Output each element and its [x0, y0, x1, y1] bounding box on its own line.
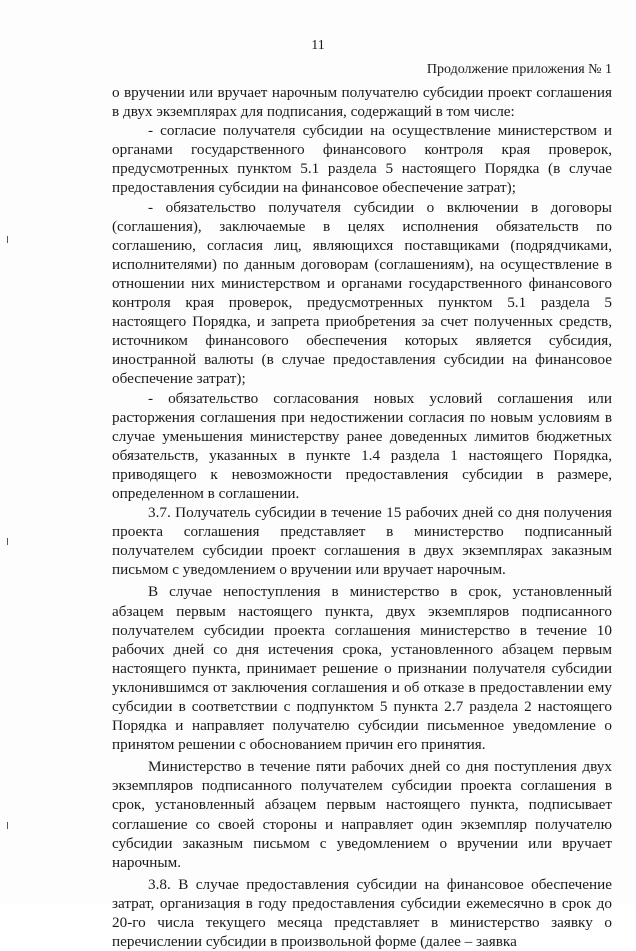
document-body	[112, 83, 612, 951]
margin-mark	[7, 822, 8, 829]
paragraph-consent-item: - согласие получателя субсидии на осуществление министерством и органами государственного финансового контроля края проверок, предусмотренных пунктом 5.1 раздела 5 настоящего Порядка (в случае предоставления субсидии на финансовое обеспечение затрат);	[112, 122, 612, 197]
margin-mark	[7, 236, 8, 243]
margin-mark	[7, 538, 8, 545]
appendix-continuation-label: Продолжение приложения № 1	[426, 62, 612, 77]
paragraph-3-7: 3.7. Получатель субсидии в течение 15 рабочих дней со дня получения проекта соглашения представляет в министерство подписанный получателем субсидии проект соглашения в двух экземплярах заказным письмом с уведомлением о вручении или вручает нарочным.	[112, 504, 612, 579]
paragraph-ministry-signing: Министерство в течение пяти рабочих дней со дня поступления двух экземпляров подписанного получателем субсидии проекта соглашения в срок, установленный абзацем первым настоящего пункта, подписывает соглашение со своей стороны и направляет один экземпляр получателю субсидии заказным письмом с уведомлением о вручении или вручает нарочным.	[112, 758, 612, 871]
paragraph-3-8: 3.8. В случае предоставления субсидии на финансовое обеспечение затрат, организация в году предоставления субсидии ежемесячно в срок до 20-го числа текущего месяца представляет в министерство заявку о перечислении субсидии в произвольной форме (далее – заявка	[112, 875, 612, 951]
paragraph-non-receipt: В случае непоступления в министерство в срок, установленный абзацем первым настоящего пункта, двух экземпляров подписанного получателем субсидии проекта соглашения министерство в течение 10 рабочих дней со дня истечения срока, установленного абзацем первым настоящего пункта, принимает решение о признании получателя субсидии уклонившимся от заключения соглашения и об отказе в предоставлении ему субсидии в соответствии с подпунктом 5 пункта 2.7 раздела 2 настоящего Порядка и направляет получателю субсидии письменное уведомление о принятом решении с обоснованием причин его принятия.	[112, 583, 612, 754]
page-number: 11	[311, 38, 325, 53]
paragraph-obligation-item: - обязательство получателя субсидии о включении в договоры (соглашения), заключаемые в целях исполнения обязательств по соглашению, согласия лиц, являющихся поставщиками (подрядчиками, исполнителями) по данным договорам (соглашениям), на осуществление в отношении них министерством и органами государственного финансового контроля края проверок, предусмотренных пунктом 5.1 раздела 5 настоящего Порядка, и запрета приобретения за счет полученных средств, источником финансового обеспечения которых является субсидия, иностранной валюты (в случае предоставления субсидии на финансовое обеспечение затрат);	[112, 198, 612, 388]
paragraph-intro-continued: о вручении или вручает нарочным получателю субсидии проект соглашения в двух экземплярах для подписания, содержащий в том числе:	[112, 84, 612, 121]
paragraph-agreement-terms-item: - обязательство согласования новых условий соглашения или расторжения соглашения при недостижении согласия по новым условиям в случае уменьшения министерству ранее доведенных лимитов бюджетных обязательств, указанных в пункте 1.4 раздела 1 настоящего Порядка, приводящего к невозможности предоставления субсидии в размере, определенном в соглашении.	[112, 389, 612, 502]
